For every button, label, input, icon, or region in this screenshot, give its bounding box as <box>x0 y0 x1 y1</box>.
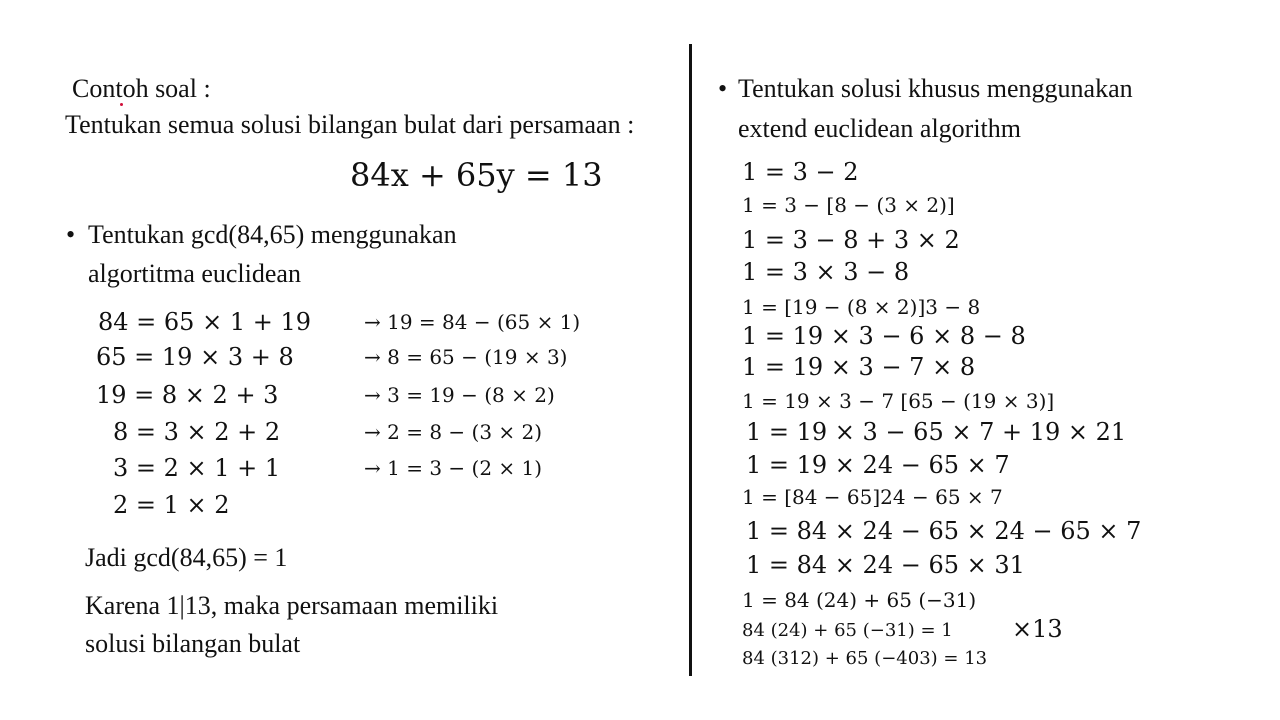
problem-statement: Tentukan semua solusi bilangan bulat dari persamaan : <box>65 110 635 139</box>
division-step: 3 = 2 × 1 + 1 <box>113 454 281 482</box>
extended-euclid-step: 84 (24) + 65 (−31) = 1 <box>742 620 953 641</box>
column-divider <box>689 44 692 676</box>
annotation-dot <box>120 103 123 106</box>
division-back-substitution: → 2 = 8 − (3 × 2) <box>364 420 543 444</box>
bullet-icon: • <box>66 220 76 249</box>
extended-euclid-step: 1 = 19 × 24 − 65 × 7 <box>746 451 1010 479</box>
bullet2-text-line1: Tentukan solusi khusus menggunakan <box>738 74 1133 103</box>
extended-euclid-step: 1 = 84 × 24 − 65 × 24 − 65 × 7 <box>746 517 1142 545</box>
division-step: 84 = 65 × 1 + 19 <box>98 308 311 336</box>
extended-euclid-step: 84 (312) + 65 (−403) = 13 <box>742 648 988 669</box>
division-step: 2 = 1 × 2 <box>113 491 230 519</box>
extended-euclid-step: 1 = 3 − [8 − (3 × 2)] <box>742 193 955 217</box>
extended-euclid-step: 1 = 19 × 3 − 7 [65 − (19 × 3)] <box>742 389 1055 413</box>
solution-conclusion-line1: Karena 1|13, maka persamaan memiliki <box>85 591 499 620</box>
gcd-conclusion: Jadi gcd(84,65) = 1 <box>85 543 288 572</box>
division-back-substitution: → 8 = 65 − (19 × 3) <box>364 345 568 369</box>
division-back-substitution: → 1 = 3 − (2 × 1) <box>364 456 543 480</box>
extended-euclid-step: 1 = [19 − (8 × 2)]3 − 8 <box>742 295 981 319</box>
main-equation: 84x + 65y = 13 <box>350 156 603 194</box>
extended-euclid-step: 1 = 84 (24) + 65 (−31) <box>742 588 977 612</box>
example-heading: Contoh soal : <box>72 74 211 103</box>
division-back-substitution: → 19 = 84 − (65 × 1) <box>364 310 581 334</box>
solution-conclusion-line2: solusi bilangan bulat <box>85 629 301 658</box>
division-back-substitution: → 3 = 19 − (8 × 2) <box>364 383 555 407</box>
division-step: 65 = 19 × 3 + 8 <box>96 343 294 371</box>
extended-euclid-step: 1 = 19 × 3 − 65 × 7 + 19 × 21 <box>746 418 1127 446</box>
extended-euclid-step: 1 = 3 − 2 <box>742 158 859 186</box>
extended-euclid-step: 1 = 84 × 24 − 65 × 31 <box>746 551 1025 579</box>
bullet2-text-line2: extend euclidean algorithm <box>738 114 1022 143</box>
multiplier-note: ×13 <box>1012 615 1063 643</box>
bullet1-text-line2: algortitma euclidean <box>88 259 301 288</box>
extended-euclid-step: 1 = 3 × 3 − 8 <box>742 258 910 286</box>
extended-euclid-step: 1 = 19 × 3 − 6 × 8 − 8 <box>742 322 1026 350</box>
division-step: 19 = 8 × 2 + 3 <box>96 381 279 409</box>
extended-euclid-step: 1 = [84 − 65]24 − 65 × 7 <box>742 485 1003 509</box>
extended-euclid-step: 1 = 19 × 3 − 7 × 8 <box>742 353 976 381</box>
bullet1-text-line1: Tentukan gcd(84,65) menggunakan <box>88 220 457 249</box>
extended-euclid-step: 1 = 3 − 8 + 3 × 2 <box>742 226 960 254</box>
bullet-icon: • <box>718 74 728 103</box>
division-step: 8 = 3 × 2 + 2 <box>113 418 281 446</box>
